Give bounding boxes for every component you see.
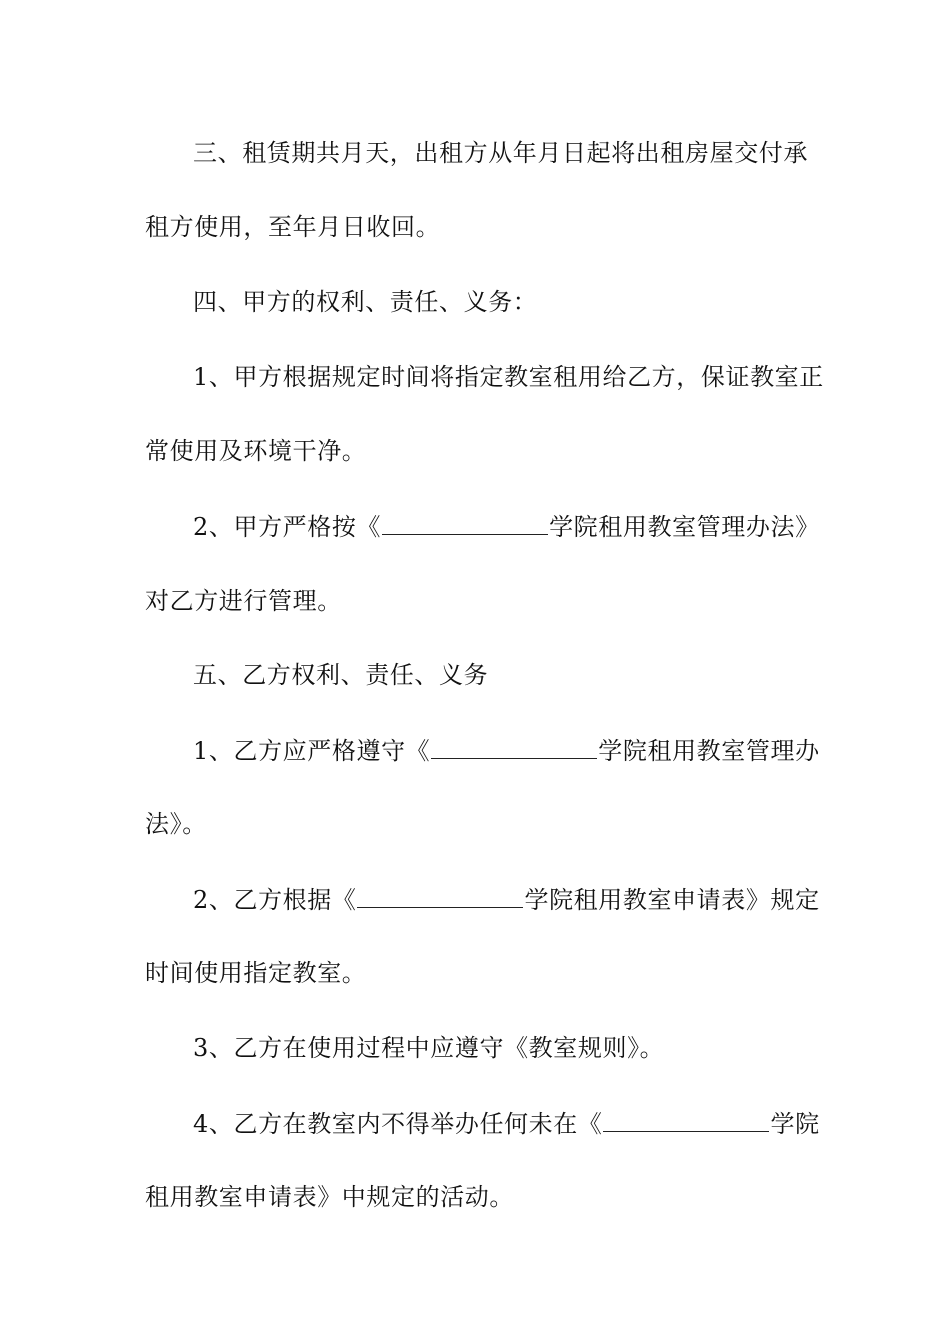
paragraph-party-a-2-line1: [193, 508, 820, 544]
paragraph-party-a-1-line1: 1、甲方根据规定时间将指定教室租用给乙方，保证教室正: [193, 363, 824, 391]
text-segment: 学院租用教室申请表》规定: [524, 886, 820, 914]
blank-fill-line: [603, 1105, 769, 1132]
paragraph-party-b-3: 3、乙方在使用过程中应遵守《教室规则》。: [193, 1034, 665, 1062]
paragraph-lease-term-line2: 租方使用，至年月日收回。: [145, 213, 441, 241]
paragraph-party-b-1-line1: [193, 732, 820, 768]
paragraph-party-b-2-line2: 时间使用指定教室。: [145, 959, 367, 987]
text-segment: 2、乙方根据《: [193, 886, 357, 914]
text-segment: 4、乙方在教室内不得举办任何未在《: [193, 1110, 603, 1138]
text-segment: 2、甲方严格按《: [193, 513, 382, 541]
blank-fill-line: [431, 732, 597, 759]
heading-party-b-rights: 五、乙方权利、责任、义务: [193, 661, 489, 689]
paragraph-party-b-4-line1: [193, 1105, 820, 1141]
blank-fill-line: [382, 508, 548, 535]
blank-fill-line: [357, 881, 523, 908]
text-segment: 1、乙方应严格遵守《: [193, 737, 431, 765]
paragraph-party-b-2-line1: [193, 881, 820, 917]
paragraph-party-a-1-line2: 常使用及环境干净。: [145, 437, 367, 465]
paragraph-party-a-2-line2: 对乙方进行管理。: [145, 587, 342, 615]
paragraph-lease-term-line1: 三、租赁期共月天，出租方从年月日起将出租房屋交付承: [193, 139, 808, 167]
heading-party-a-rights: 四、甲方的权利、责任、义务：: [193, 288, 538, 316]
text-segment: 学院: [770, 1110, 820, 1138]
paragraph-party-b-4-line2: 租用教室申请表》中规定的活动。: [145, 1183, 514, 1211]
paragraph-party-b-1-line2: 法》。: [145, 810, 207, 838]
text-segment: 学院租用教室管理办: [598, 737, 820, 765]
text-segment: 学院租用教室管理办法》: [549, 513, 820, 541]
